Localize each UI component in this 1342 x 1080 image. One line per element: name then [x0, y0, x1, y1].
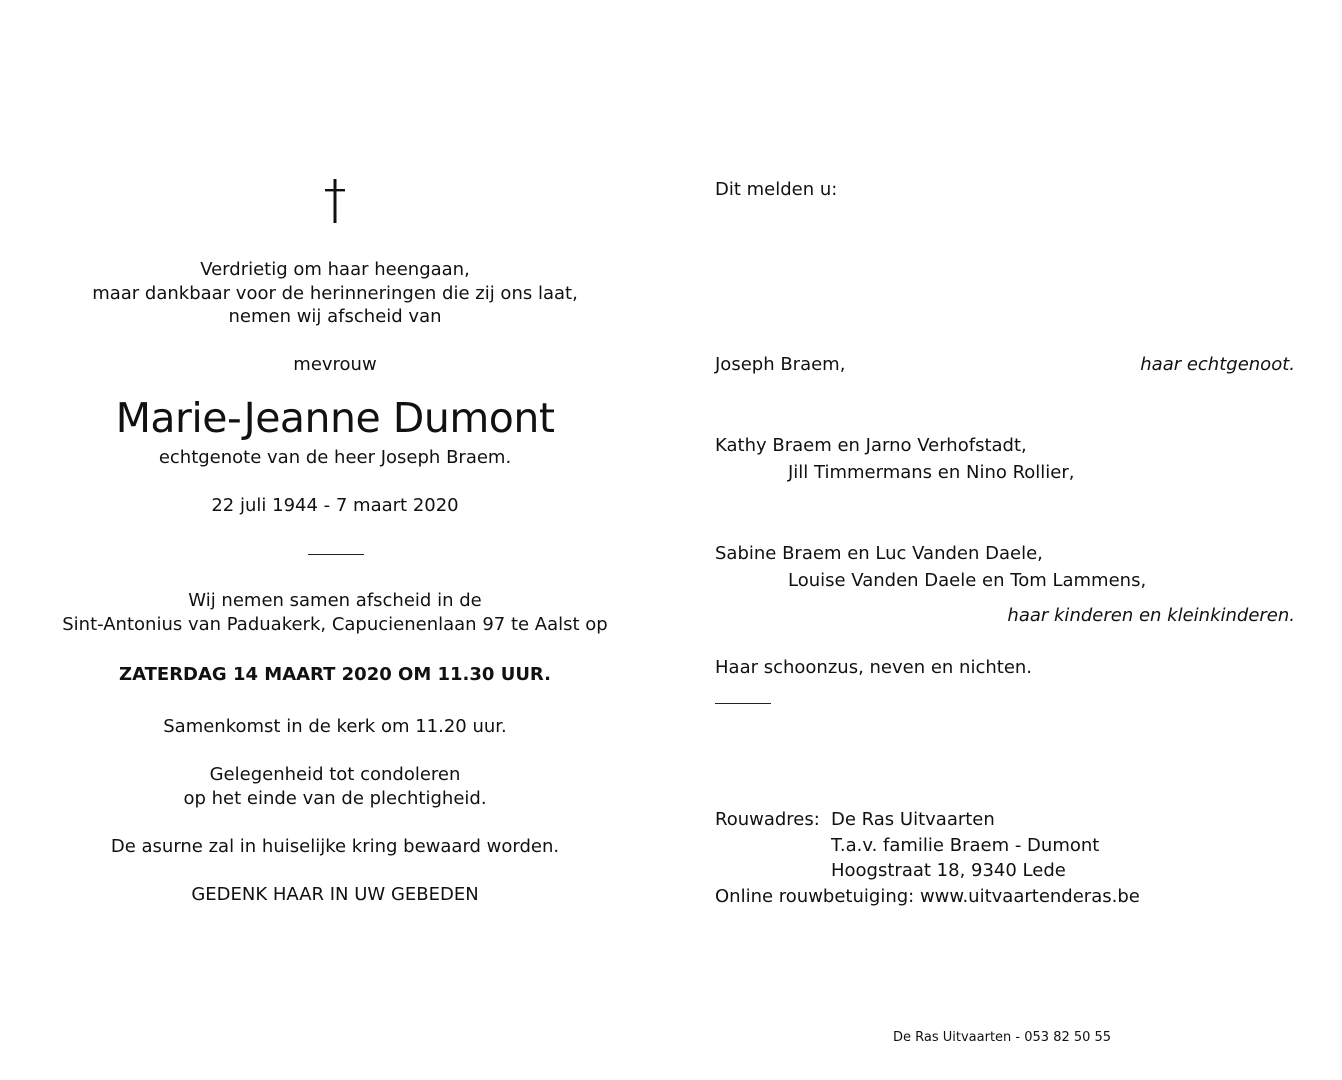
spouse-line: echtgenote van de heer Joseph Braem.: [158, 447, 512, 468]
children-role: haar kinderen en kleinkinderen.: [1007, 605, 1295, 626]
family-1-line-1: Kathy Braem en Jarno Verhofstadt,: [715, 435, 1027, 456]
gathering-note: Samenkomst in de kerk om 11.20 uur.: [163, 716, 507, 737]
family-1-line-2: Jill Timmermans en Nino Rollier,: [788, 462, 1075, 483]
service-datetime: ZATERDAG 14 MAART 2020 OM 11.30 UUR.: [119, 664, 551, 685]
divider: [308, 554, 364, 555]
footer-contact: De Ras Uitvaarten - 053 82 50 55: [893, 1030, 1112, 1045]
intro-line-1: Verdrietig om haar heengaan,: [200, 259, 470, 280]
husband-role: haar echtgenoot.: [1140, 354, 1295, 375]
address-label: Rouwadres:: [715, 809, 820, 830]
intro-line-2: maar dankbaar voor de herinneringen die zij ons laat,: [92, 283, 578, 304]
farewell-line-1: Wij nemen samen afscheid in de: [188, 590, 482, 611]
family-2-line-1: Sabine Braem en Luc Vanden Daele,: [715, 543, 1043, 564]
address-line-2: T.a.v. familie Braem - Dumont: [831, 835, 1100, 856]
online-condolences: Online rouwbetuiging: www.uitvaartenderas.be: [715, 886, 1140, 907]
address-line-3: Hoogstraat 18, 9340 Lede: [831, 860, 1066, 881]
intro-line-3: nemen wij afscheid van: [228, 306, 442, 327]
condolences-line-1: Gelegenheid tot condoleren: [209, 764, 461, 785]
others-line: Haar schoonzus, neven en nichten.: [715, 657, 1033, 678]
divider: [715, 703, 771, 704]
farewell-line-2: Sint-Antonius van Paduakerk, Capucienenlaan 97 te Aalst op: [62, 614, 608, 635]
closing-line: GEDENK HAAR IN UW GEBEDEN: [191, 884, 479, 905]
condolences-line-2: op het einde van de plechtigheid.: [183, 788, 487, 809]
cross-icon: [319, 177, 351, 225]
life-dates: 22 juli 1944 - 7 maart 2020: [211, 495, 459, 516]
announce-line: Dit melden u:: [715, 179, 838, 200]
honorific: mevrouw: [293, 354, 377, 375]
urn-note: De asurne zal in huiselijke kring bewaard worden.: [110, 836, 560, 857]
family-2-line-2: Louise Vanden Daele en Tom Lammens,: [788, 570, 1147, 591]
deceased-name: Marie-Jeanne Dumont: [115, 394, 555, 442]
address-line-1: De Ras Uitvaarten: [831, 809, 995, 830]
husband-name: Joseph Braem,: [715, 354, 846, 375]
